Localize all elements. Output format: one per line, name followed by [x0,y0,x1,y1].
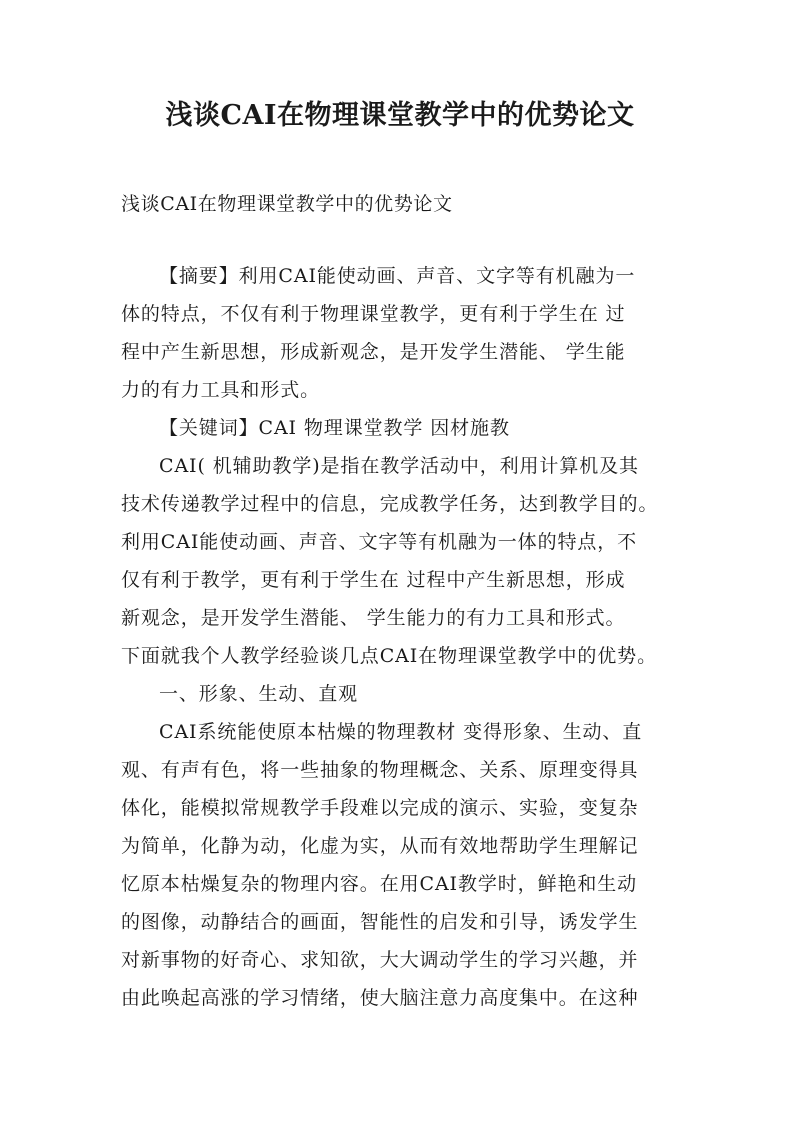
paragraph-line: 为简单，化静为动，化虚为实，从而有效地帮助学生理解记 [121,835,639,857]
document-subtitle: 浅谈CAI在物理课堂教学中的优势论文 [121,193,453,215]
paragraph-line: 的图像，动静结合的画面，智能性的启发和引导，诱发学生 [121,911,639,933]
abstract-line: 程中产生新思想，形成新观念，是开发学生潜能、 学生能 [121,341,626,363]
abstract-line: 【摘要】利用CAI能使动画、声音、文字等有机融为一 [159,265,636,287]
section-heading: 一、形象、生动、直观 [159,683,359,705]
abstract-line: 力的有力工具和形式。 [121,379,321,401]
paragraph-line: 仅有利于教学，更有利于学生在 过程中产生新思想，形成 [121,569,626,591]
paragraph-line: 新观念，是开发学生潜能、 学生能力的有力工具和形式。 [121,607,626,629]
paragraph-line: CAI( 机辅助教学)是指在教学活动中，利用计算机及其 [159,455,639,477]
paragraph-line: 体化，能模拟常规教学手段难以完成的演示、实验，变复杂 [121,797,639,819]
paragraph-line: CAI系统能使原本枯燥的物理教材 变得形象、生动、直 [159,721,643,743]
abstract-line: 体的特点，不仅有利于物理课堂教学，更有利于学生在 过 [121,303,626,325]
paragraph-line: 忆原本枯燥复杂的物理内容。在用CAI教学时，鲜艳和生动 [121,873,638,895]
document-body [121,257,687,1017]
keywords-line: 【关键词】CAI 物理课堂教学 因材施教 [159,417,510,439]
paragraph-line: 对新事物的好奇心、求知欲，大大调动学生的学习兴趣，并 [121,949,639,971]
paragraph-line: 下面就我个人教学经验谈几点CAI在物理课堂教学中的优势。 [121,645,657,667]
paragraph-line: 观、有声有色，将一些抽象的物理概念、关系、原理变得具 [121,759,639,781]
paragraph-line: 技术传递教学过程中的信息，完成教学任务，达到教学目的。 [121,493,659,515]
paragraph-line: 由此唤起高涨的学习情绪，使大脑注意力高度集中。在这种 [121,987,639,1009]
document-title: 浅谈CAI在物理课堂教学中的优势论文 [165,100,635,131]
paragraph-line: 利用CAI能使动画、声音、文字等有机融为一体的特点，不 [121,531,638,553]
